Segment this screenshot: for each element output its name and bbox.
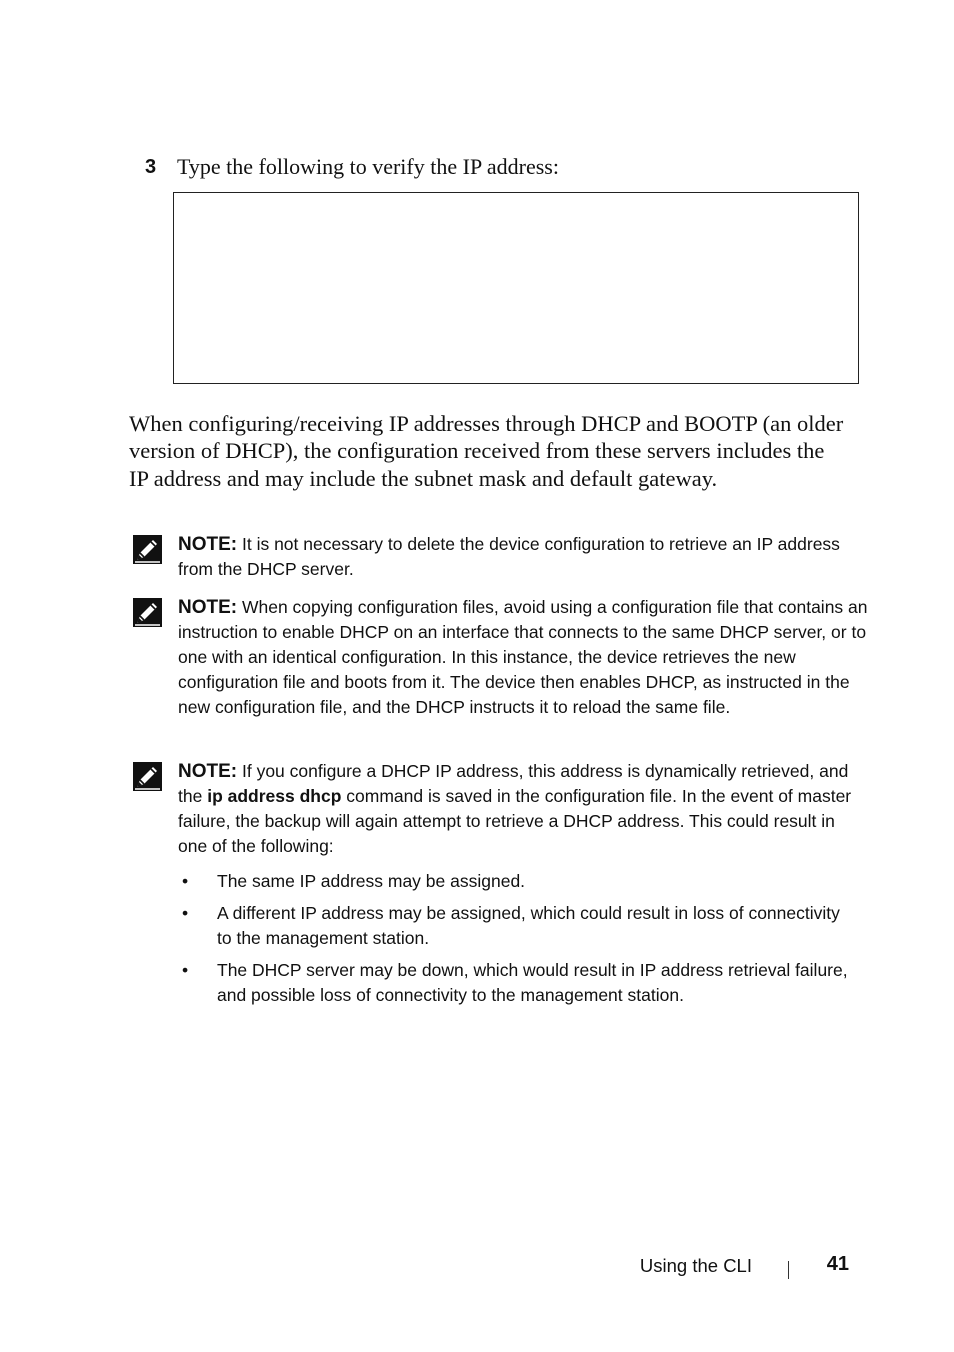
note-3-body	[178, 759, 868, 859]
note-1-text: It is not necessary to delete the device configuration to retrieve an IP address from the DHCP server.	[178, 534, 840, 579]
step-number: 3	[145, 156, 157, 178]
page-number: 41	[826, 1253, 849, 1275]
code-example-box	[173, 192, 859, 384]
footer-divider	[788, 1261, 789, 1279]
page-footer	[600, 1255, 860, 1285]
pencil-note-icon	[133, 535, 162, 564]
step-text: Type the following to verify the IP address:	[177, 154, 559, 179]
note-1	[133, 532, 863, 584]
cli-command: ip address dhcp	[207, 786, 342, 806]
dhcp-bootp-paragraph: When configuring/receiving IP addresses through DHCP and BOOTP (an older version of DHCP), the configuration received from these servers includes the IP address and may include the subnet mask and default gateway.	[129, 411, 844, 491]
note-3	[133, 759, 863, 1009]
note-2-label: NOTE:	[178, 597, 238, 618]
pencil-note-icon	[133, 598, 162, 627]
note-1-label: NOTE:	[178, 534, 238, 555]
note-2-body	[178, 595, 868, 720]
list-item	[182, 901, 857, 951]
bullet-icon: •	[182, 903, 189, 923]
bullet-icon: •	[182, 960, 189, 980]
footer-section-title: Using the CLI	[639, 1255, 752, 1276]
bullet-text: The same IP address may be assigned.	[217, 871, 526, 891]
note-2-text: When copying configuration files, avoid using a configuration file that contains an instruction to enable DHCP on an interface that connects to the same DHCP server, or to one with an identical configuration. In this instance, the device retrieves the new configuration file and boots from it. The device then enables DHCP, as instructed in the new configuration file, and the DHCP instructs it to reload the same file.	[178, 597, 868, 717]
list-item	[182, 958, 857, 1008]
note-3-label: NOTE:	[178, 761, 238, 782]
note-2	[133, 595, 868, 747]
bullet-text: The DHCP server may be down, which would result in IP address retrieval failure, and possible loss of connectivity to the management station.	[217, 960, 848, 1005]
bullet-text: A different IP address may be assigned, which could result in loss of connectivity to the management station.	[217, 903, 840, 948]
list-item	[182, 869, 857, 894]
note-3-text-after: command is saved in the configuration file. In the event of master failure, the backup will again attempt to retrieve a DHCP address. This could result in one of the following:	[178, 786, 852, 856]
pencil-note-icon	[133, 762, 162, 791]
note-1-body	[178, 532, 868, 582]
bullet-icon: •	[182, 871, 189, 891]
note-3-text-before: If you configure a DHCP IP address, this address is dynamically retrieved, and the	[178, 761, 849, 806]
